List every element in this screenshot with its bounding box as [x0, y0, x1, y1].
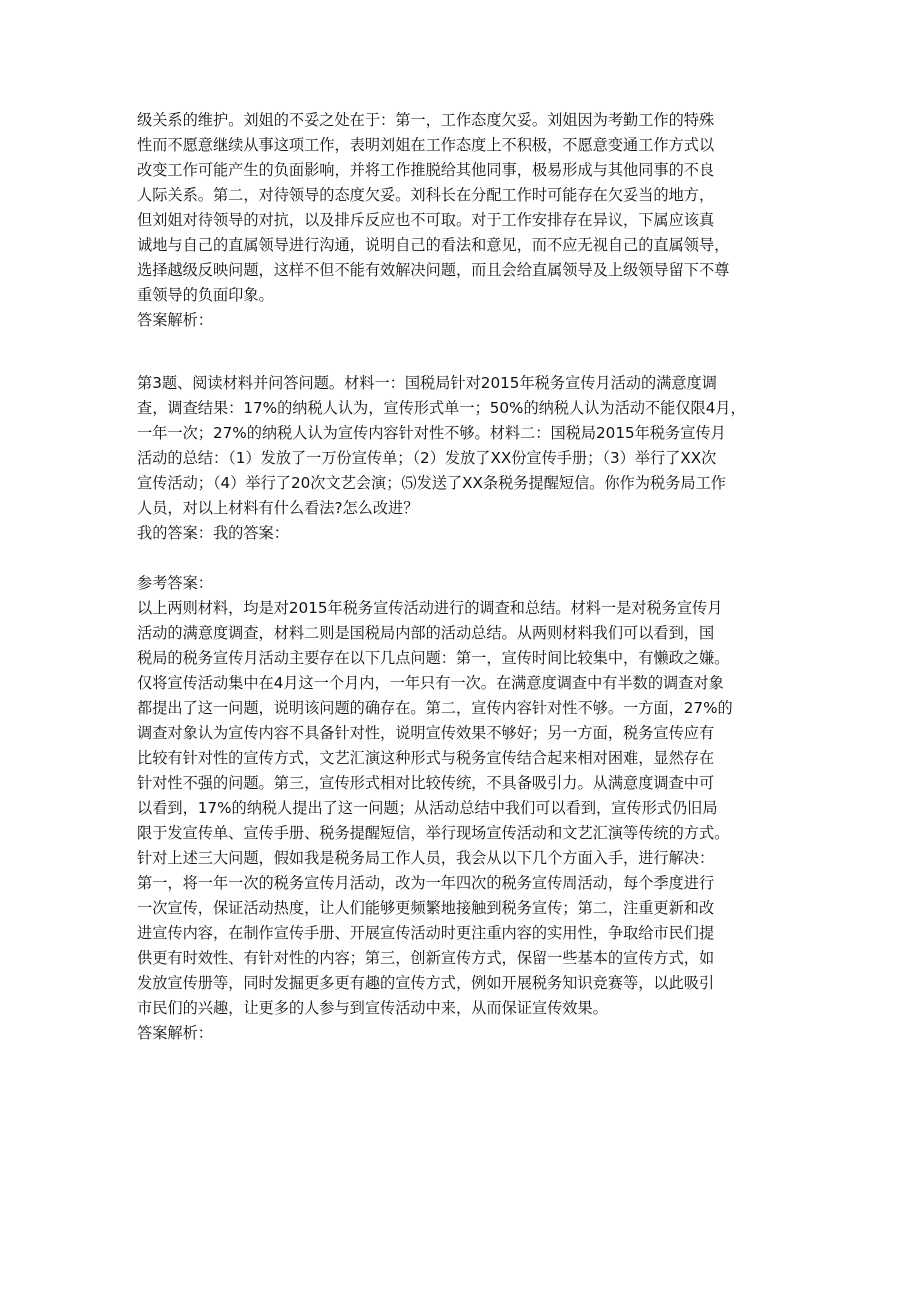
text-line: 重领导的负面印象。	[137, 286, 274, 304]
text-line: 供更有时效性、有针对性的内容；第三，创新宣传方式，保留一些基本的宣传方式，如	[137, 949, 715, 967]
my-answer-label: 我的答案：我的答案：	[137, 524, 289, 542]
previous-answer-section	[137, 108, 797, 333]
question-3-section	[137, 371, 797, 546]
question-line: 人员，对以上材料有什么看法?怎么改进？	[137, 499, 419, 517]
question-line: 宣传活动；（4）举行了20次文艺会演；⑸发送了XX条税务提醒短信。你作为税务局工作	[137, 474, 726, 492]
text-line: 发放宣传册等，同时发掘更多更有趣的宣传方式，例如开展税务知识竞赛等，以此吸引	[137, 974, 715, 992]
answer-analysis-label: 答案解析：	[137, 311, 213, 329]
text-line: 仅将宣传活动集中在4月这一个月内，一年只有一次。在满意度调查中有半数的调查对象	[137, 674, 724, 692]
text-line: 都提出了这一问题，说明该问题的确存在。第二，宣传内容针对性不够。一方面，27%的	[137, 699, 733, 717]
answer-analysis-label: 答案解析：	[137, 1024, 213, 1042]
text-line: 市民们的兴趣，让更多的人参与到宣传活动中来，从而保证宣传效果。	[137, 999, 608, 1017]
text-line: 诚地与自己的直属领导进行沟通，说明自己的看法和意见，而不应无视自己的直属领导，	[137, 236, 730, 254]
text-line: 针对上述三大问题，假如我是税务局工作人员，我会从以下几个方面入手，进行解决：	[137, 849, 715, 867]
text-line: 级关系的维护。刘姐的不妥之处在于：第一，工作态度欠妥。刘姐因为考勤工作的特殊	[137, 111, 715, 129]
text-line: 以上两则材料，均是对2015年税务宣传活动进行的调查和总结。材料一是对税务宣传月	[137, 599, 723, 617]
text-line: 针对性不强的问题。第三，宣传形式相对比较传统，不具备吸引力。从满意度调查中可	[137, 774, 715, 792]
text-line: 改变工作可能产生的负面影响，并将工作推脱给其他同事，极易形成与其他同事的不良	[137, 161, 715, 179]
text-line: 第一，将一年一次的税务宣传月活动，改为一年四次的税务宣传周活动，每个季度进行	[137, 874, 715, 892]
text-line: 性而不愿意继续从事这项工作，表明刘姐在工作态度上不积极，不愿意变通工作方式以	[137, 136, 715, 154]
text-line: 限于发宣传单、宣传手册、税务提醒短信，举行现场宣传活动和文艺汇演等传统的方式。	[137, 824, 730, 842]
text-line: 税局的税务宣传月活动主要存在以下几点问题：第一，宣传时间比较集中，有懒政之嫌。	[137, 649, 730, 667]
text-line: 一次宣传，保证活动热度，让人们能够更频繁地接触到税务宣传；第二，注重更新和改	[137, 899, 715, 917]
question-line: 活动的总结：（1）发放了一万份宣传单；（2）发放了XX份宣传手册；（3）举行了XX次	[137, 449, 717, 467]
text-line: 比较有针对性的宣传方式，文艺汇演这种形式与税务宣传结合起来相对困难，显然存在	[137, 749, 715, 767]
text-line: 以看到，17%的纳税人提出了这一问题；从活动总结中我们可以看到，宣传形式仍旧局	[137, 799, 718, 817]
reference-answer-section	[137, 571, 797, 1046]
question-line: 一年一次；27%的纳税人认为宣传内容针对性不够。材料二：国税局2015年税务宣传月	[137, 424, 726, 442]
reference-answer-label: 参考答案：	[137, 574, 213, 592]
text-line: 人际关系。第二，对待领导的态度欠妥。刘科长在分配工作时可能存在欠妥当的地方，	[137, 186, 715, 204]
text-line: 进宣传内容，在制作宣传手册、开展宣传活动时更注重内容的实用性，争取给市民们提	[137, 924, 715, 942]
text-line: 调查对象认为宣传内容不具备针对性，说明宣传效果不够好；另一方面，税务宣传应有	[137, 724, 715, 742]
text-line: 活动的满意度调查，材料二则是国税局内部的活动总结。从两则材料我们可以看到，国	[137, 624, 715, 642]
question-line: 第3题、阅读材料并问答问题。材料一：国税局针对2015年税务宣传月活动的满意度调	[137, 374, 717, 392]
text-line: 但刘姐对待领导的对抗，以及排斥反应也不可取。对于工作安排存在异议，下属应该真	[137, 211, 715, 229]
text-line: 选择越级反映问题，这样不但不能有效解决问题，而且会给直属领导及上级领导留下不尊	[137, 261, 730, 279]
question-line: 查，调查结果：17%的纳税人认为，宣传形式单一；50%的纳税人认为活动不能仅限4月，	[137, 399, 746, 417]
